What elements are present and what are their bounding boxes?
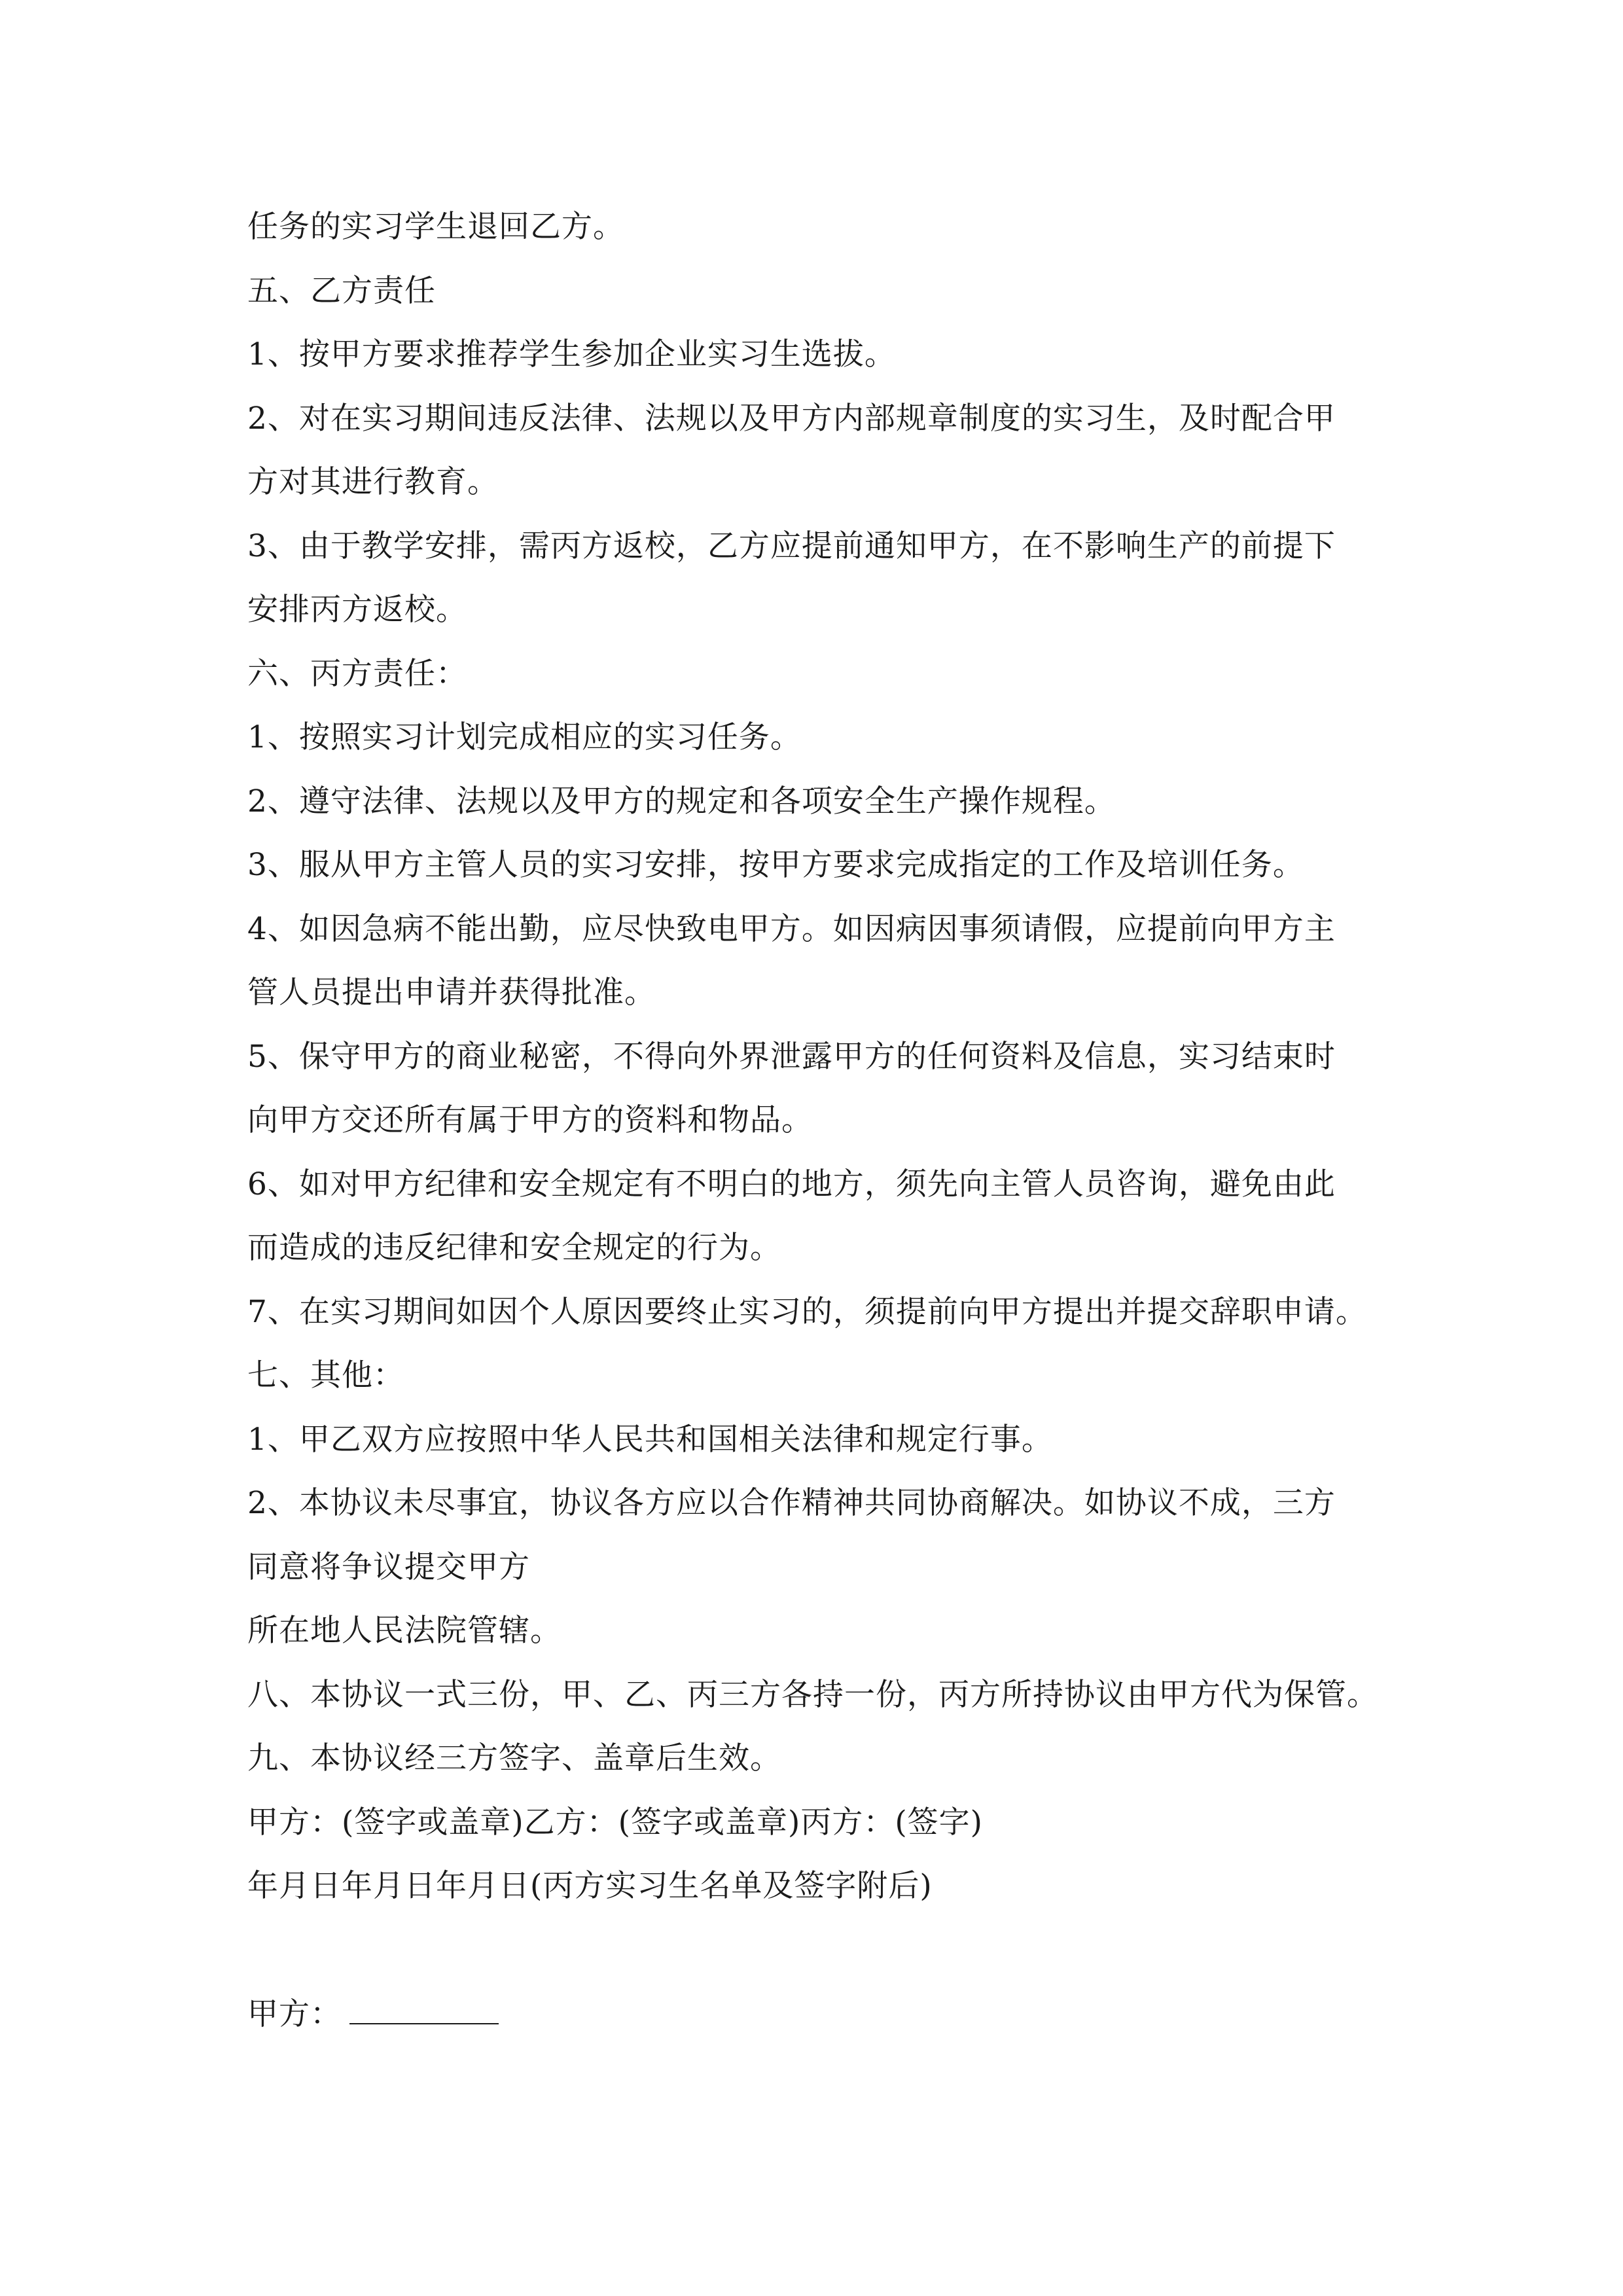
text-line: 7、在实习期间如因个人原因要终止实习的，须提前向甲方提出并提交辞职申请。: [247, 1294, 1367, 1330]
signature-label: 甲方：: [247, 1996, 342, 2032]
signature-line: 甲方：(签字或盖章)乙方：(签字或盖章)丙方：(签字): [247, 1804, 984, 1840]
section-heading: 七、其他：: [247, 1357, 404, 1393]
text-line: 所在地人民法院管辖。: [247, 1613, 562, 1649]
text-line: 2、对在实习期间违反法律、法规以及甲方内部规章制度的实习生，及时配合甲: [247, 401, 1336, 437]
text-line: 而造成的违反纪律和安全规定的行为。: [247, 1230, 781, 1266]
text-line: 2、遵守法律、法规以及甲方的规定和各项安全生产操作规程。: [247, 783, 1116, 819]
text-line: 方对其进行教育。: [247, 464, 499, 500]
text-line: 3、服从甲方主管人员的实习安排，按甲方要求完成指定的工作及培训任务。: [247, 847, 1304, 883]
text-line: 2、本协议未尽事宜，协议各方应以合作精神共同协商解决。如协议不成，三方: [247, 1485, 1336, 1521]
signature-blank: [349, 1994, 499, 2024]
text-line: 4、如因急病不能出勤，应尽快致电甲方。如因病因事须请假，应提前向甲方主: [247, 911, 1336, 947]
text-line: 1、甲乙双方应按照中华人民共和国相关法律和规定行事。: [247, 1422, 1053, 1458]
section-heading: 五、乙方责任: [247, 273, 436, 309]
text-line: 1、按甲方要求推荐学生参加企业实习生选拔。: [247, 336, 896, 372]
party-a-signature: [247, 1994, 499, 2034]
text-line: 安排丙方返校。: [247, 592, 467, 628]
text-line: 任务的实习学生退回乙方。: [247, 209, 624, 245]
text-line: 5、保守甲方的商业秘密，不得向外界泄露甲方的任何资料及信息，实习结束时: [247, 1039, 1336, 1075]
text-line: 管人员提出申请并获得批准。: [247, 975, 656, 1011]
date-line: 年月日年月日年月日(丙方实习生名单及签字附后): [247, 1868, 933, 1904]
text-line: 同意将争议提交甲方: [247, 1549, 530, 1585]
section-heading: 六、丙方责任：: [247, 656, 467, 692]
text-line: 3、由于教学安排，需丙方返校，乙方应提前通知甲方，在不影响生产的前提下: [247, 528, 1336, 564]
text-line: 向甲方交还所有属于甲方的资料和物品。: [247, 1102, 813, 1138]
text-line: 1、按照实习计划完成相应的实习任务。: [247, 719, 802, 755]
text-line: 八、本协议一式三份，甲、乙、丙三方各持一份，丙方所持协议由甲方代为保管。: [247, 1677, 1378, 1713]
text-line: 九、本协议经三方签字、盖章后生效。: [247, 1740, 781, 1776]
text-line: 6、如对甲方纪律和安全规定有不明白的地方，须先向主管人员咨询，避免由此: [247, 1166, 1336, 1202]
